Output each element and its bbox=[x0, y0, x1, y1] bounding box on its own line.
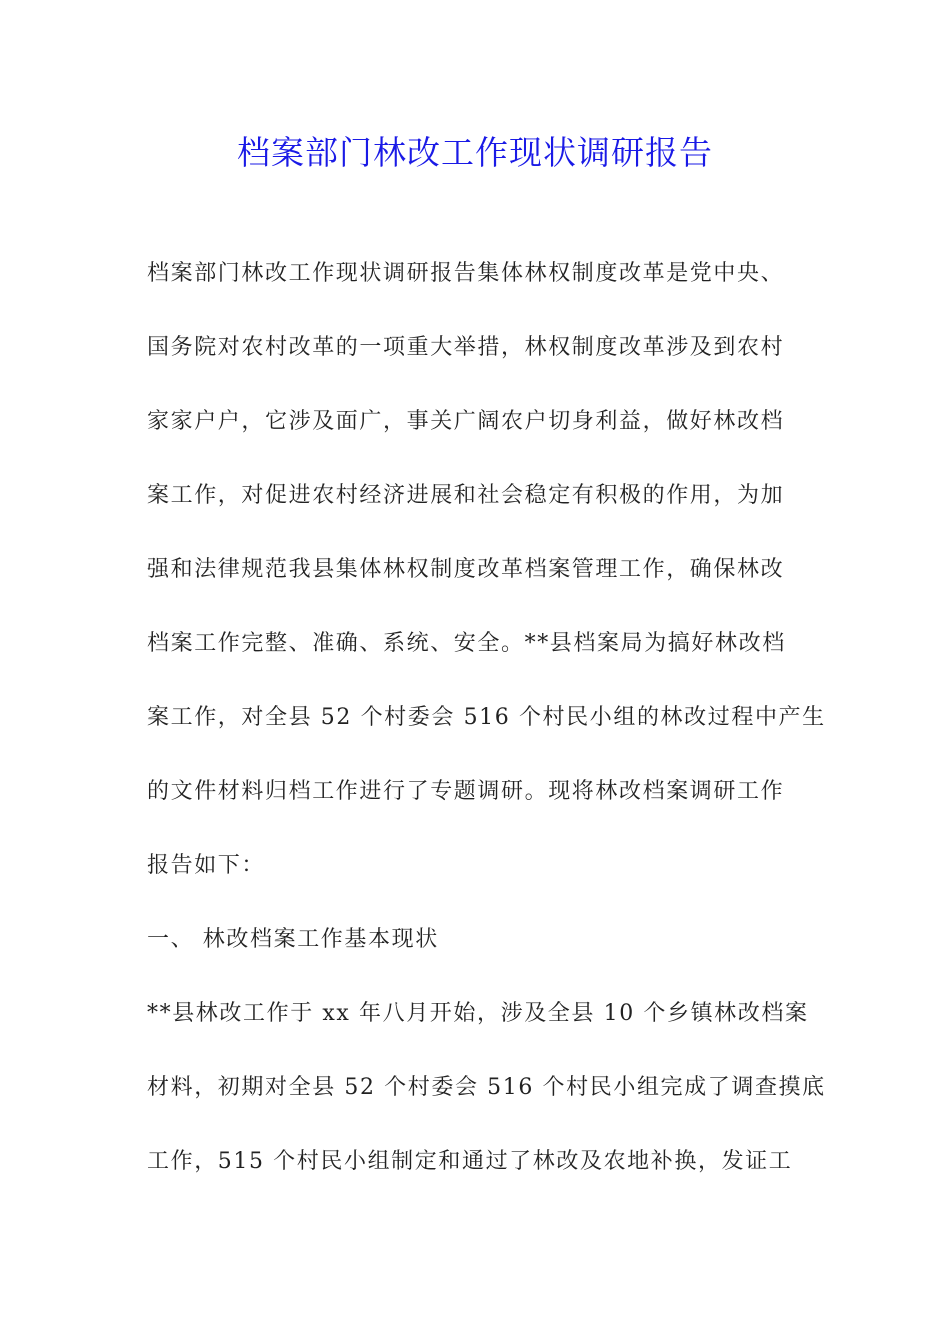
document-body bbox=[147, 237, 826, 1199]
document-title: 档案部门林改工作现状调研报告 bbox=[237, 133, 713, 172]
body-line: 材料，初期对全县 52 个村委会 516 个村民小组完成了调查摸底 bbox=[147, 1075, 826, 1100]
body-line: 家家户户，它涉及面广，事关广阔农户切身利益，做好林改档 bbox=[147, 409, 785, 434]
body-line: 档案部门林改工作现状调研报告集体林权制度改革是党中央、 bbox=[147, 261, 785, 286]
body-line: 工作，515 个村民小组制定和通过了林改及农地补换，发证工 bbox=[147, 1149, 793, 1174]
body-line: **县林改工作于 xx 年八月开始，涉及全县 10 个乡镇林改档案 bbox=[147, 1001, 809, 1026]
body-line: 强和法律规范我县集体林权制度改革档案管理工作，确保林改 bbox=[147, 557, 785, 582]
section-heading: 一、 林改档案工作基本现状 bbox=[147, 927, 439, 952]
body-line: 档案工作完整、准确、系统、安全。**县档案局为搞好林改档 bbox=[147, 631, 786, 656]
body-line: 国务院对农村改革的一项重大举措，林权制度改革涉及到农村 bbox=[147, 335, 785, 360]
body-line: 案工作，对全县 52 个村委会 516 个村民小组的林改过程中产生 bbox=[147, 705, 826, 730]
body-line: 报告如下： bbox=[147, 853, 266, 878]
body-line: 的文件材料归档工作进行了专题调研。现将林改档案调研工作 bbox=[147, 779, 785, 804]
body-line: 案工作，对促进农村经济进展和社会稳定有积极的作用，为加 bbox=[147, 483, 785, 508]
